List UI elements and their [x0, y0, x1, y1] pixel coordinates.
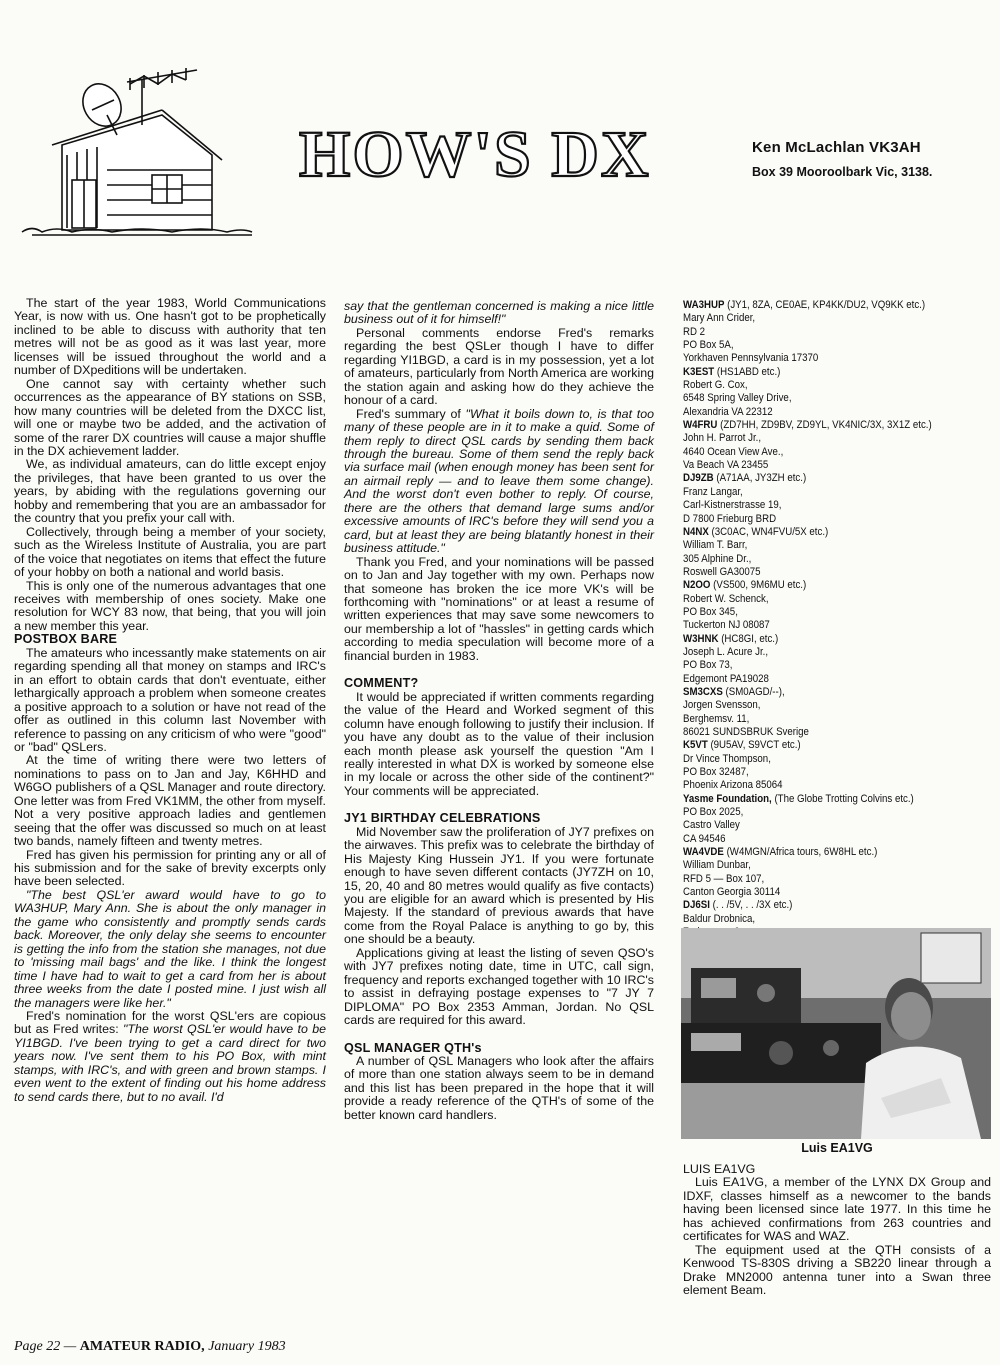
paragraph: Collectively, through being a member of your society, such as the Wireless Institute of Australia, you are part of the voice that negotiates on items that effect the future of your hobby on both a national and world basis. [14, 524, 326, 580]
paragraph: The amateurs who incessantly make statements on air regarding spending all that money on stamps and IRC's in an effort to obtain cards that don't eventuate, either lethargically approach a problem when someone creates a positive approach to a solution or have not read of the offer as outlined in this column last November with reference to passing on any criticism of who were "good" or "bad" QSLers. [14, 645, 326, 754]
paragraph: Fred's summary of "What it boils down to, is that too many of these people are in it to make a quid. Some of them reply to direct QSL cards by sending them back through the bureau. Some of them send the reply back via surface mail (when enough money has been sent for an airmail reply — and to leave them some change). And the worst don't even bother to reply. Of course, there are the others that demand large sums and/or excessive amounts of IRC's before they will send you a card, but at least they are being blatantly honest in their business attitude." [344, 406, 654, 556]
qsl-list-line [683, 566, 956, 579]
qsl-list-line [683, 539, 956, 552]
qsl-callsign: DJ6SI [683, 899, 710, 912]
qsl-list-line [683, 886, 956, 899]
paragraph: Fred's nomination for the worst QSL'ers are copious but as Fred writes: "The worst QSL'er would have to be YI1BGD. I've been trying to get a card direct for two years now. I've sent them to his PO Box, with mint stamps, with IRC's, and with green and brown stamps. I even went to the extent of finding out his home address to send cards there, but to no avail. I'd [14, 1009, 326, 1104]
qsl-line-text: (HC8GI, etc.) [718, 632, 779, 645]
qsl-list-line [683, 593, 956, 606]
qsl-line-text: Canton Georgia 30114 [683, 886, 781, 899]
qsl-list-line [683, 406, 956, 419]
qsl-line-text: William T. Barr, [683, 539, 748, 552]
qsl-line-text: (9U5AV, S9VCT etc.) [707, 739, 801, 752]
qsl-list-line [683, 553, 956, 566]
qsl-line-text: PO Box 32487, [683, 766, 749, 779]
qsl-list-line [683, 352, 956, 365]
paragraph: This is only one of the numerous advantages that one receives with membership of ones society. Make one resolution for WCY 83 now, that being, that you will join a new member this year. [14, 578, 326, 633]
qsl-callsign: K3EST [683, 365, 715, 378]
qsl-line-text: Jorgen Svensson, [683, 699, 761, 712]
photo-caption: Luis EA1VG [801, 1141, 873, 1155]
qsl-line-text: PO Box 2025, [683, 806, 744, 819]
qsl-line-text: Tuckerton NJ 08087 [683, 619, 770, 632]
photo-luis-ea1vg [681, 928, 991, 1139]
qsl-line-text: (ZD7HH, ZD9BV, ZD9YL, VK4NIC/3X, 3X1Z etc.) [717, 419, 932, 432]
qsl-line-text: Alexandria VA 22312 [683, 405, 773, 418]
column-1 [14, 297, 326, 1104]
qsl-list-line [683, 579, 956, 592]
qsl-list-line [683, 366, 956, 379]
paragraph: We, as individual amateurs, can do little except enjoy the privileges, that have been granted to us over the years, by abiding with the regulations governing our hobby and remembering that you are an ambassador for the country that you prefix your call with. [14, 457, 326, 526]
qsl-list-line [683, 713, 956, 726]
qsl-list-line [683, 913, 956, 926]
qsl-line-text: Carl-Kistnerstrasse 19, [683, 499, 782, 512]
qsl-line-text: 6548 Spring Valley Drive, [683, 392, 792, 405]
qsl-line-text: RD 2 [683, 325, 706, 338]
qsl-callsign: Yasme Foundation, [683, 792, 772, 805]
paragraph: A number of QSL Managers who look after the affairs of more than one station always seem to be in demand and this list has been prepared in the hope that it will provide a ready reference of the QTH's of some of the better known card handlers. [344, 1054, 654, 1122]
column-3-text [683, 1163, 991, 1298]
quote-paragraph: "The best QSL'er award would have to go to WA3HUP, Mary Ann. She is about the only manager in the game who consistently and promptly sends cards back. Moreover, the only delay she seems to encounter is getting the info from the station she manages, not due to 'missing mail bags' and the like. I think the longest time I have had to wait to get a card from her is about three weeks from the date I posted mine. I just wish all the managers were like her." [14, 887, 326, 1010]
qsl-list-line [683, 726, 956, 739]
paragraph: The start of the year 1983, World Communications Year, is now with us. One hasn't got to be prophetically inclined to be able to discuss with authority that ten metres will not be as good as it was last year, more licenses will be issued throughout the world and a number of DXpeditions will be undertaken. [14, 296, 326, 378]
qsl-list-line [683, 326, 956, 339]
qsl-list-line [683, 606, 956, 619]
qsl-list-line [683, 312, 956, 325]
paragraph: Applications giving at least the listing of seven QSO's with JY7 prefixes noting date, time in UTC, call sign, frequency and reports exchanged together with 10 IRC's to assist in defraying postage expenses to "7 JY 7 DIPLOMA" PO Box 2353 Amman, Jordan. No QSL cards are required for this award. [344, 945, 654, 1028]
qsl-callsign: WA4VDE [683, 846, 724, 859]
qsl-list-line [683, 793, 956, 806]
qsl-list-line [683, 339, 956, 352]
paragraph: One cannot say with certainty whether such occurrences as the appearance of BY stations on SSB, how many countries will be deleted from the DXCC list, will one or maybe two be added, and the activation of some of the rarer DX countries will cause a major shuffle in the DX achievement ladder. [14, 376, 326, 458]
qsl-list-line [683, 392, 956, 405]
qsl-list-line [683, 659, 956, 672]
magazine-name: AMATEUR RADIO, [79, 1339, 205, 1354]
qsl-list-line [683, 699, 956, 712]
qsl-line-text: Mary Ann Crider, [683, 312, 756, 325]
qsl-line-text: RFD 5 — Box 107, [683, 872, 765, 885]
qsl-line-text: (SM0AGD/--), [722, 685, 785, 698]
qsl-line-text: 4640 Ocean View Ave., [683, 445, 784, 458]
qsl-line-text: (. . /5V, . . /3X etc.) [709, 899, 793, 912]
qsl-list-line [683, 486, 956, 499]
qsl-line-text: (A71AA, JY3ZH etc.) [713, 472, 807, 485]
qsl-line-text: D 7800 Frieburg BRD [683, 512, 777, 525]
qsl-line-text: Edgemont PA19028 [683, 672, 769, 685]
qsl-line-text: Dr Vince Thompson, [683, 752, 771, 765]
qsl-line-text: Va Beach VA 23455 [683, 459, 769, 472]
qsl-line-text: (VS500, 9M6MU etc.) [710, 579, 807, 592]
qsl-list-line [683, 419, 956, 432]
section-heading-jy1: JY1 BIRTHDAY CELEBRATIONS [344, 811, 541, 826]
qsl-callsign: W3HNK [683, 632, 719, 645]
svg-text:HOW'S DX: HOW'S DX [299, 118, 651, 188]
qsl-line-text: (3C0AC, WN4FVU/5X etc.) [708, 525, 829, 538]
qsl-line-text: Phoenix Arizona 85064 [683, 779, 783, 792]
qsl-list-line [683, 379, 956, 392]
paragraph: It would be appreciated if written comments regarding the value of the Heard and Worked segment of this column have enough following to justify their inclusion. If you have any doubt as to the value of their inclusion each month please ask yourself the question "Am I really interested in what DX is worked by someone else in my locale or across the other side of the continent?" Your comments will be appreciated. [344, 689, 654, 798]
qsl-list-line [683, 873, 956, 886]
quote-continuation: say that the gentleman concerned is making a nice little business out of it for himself!" [344, 299, 654, 327]
qsl-list-line [683, 633, 956, 646]
qsl-callsign: SM3CXS [683, 685, 723, 698]
qsl-line-text: 86021 SUNDSBRUK Sverige [683, 726, 809, 738]
qsl-list-line [683, 779, 956, 792]
qsl-line-text: Robert G. Cox, [683, 379, 748, 392]
issue-date: January 1983 [204, 1339, 286, 1354]
paragraph: Mid November saw the proliferation of JY7 prefixes on the airwaves. This prefix was to celebrate the birthday of His Majesty King Hussein JY1. If you were fortunate enough to have seven different contacts (JY7ZH on 10, 15, 20, 40 and 80 metres would qualify as five contacts) you are eligible for an award which is presented by His Majesty. If the standard of previous awards that have come from the Royal Palace is anything to go by, this one should be a beauty. [344, 824, 654, 947]
qsl-line-text: (W4MGN/Africa tours, 6W8HL etc.) [723, 846, 878, 859]
page-footer [14, 1339, 286, 1355]
qsl-callsign: K5VT [683, 739, 708, 752]
qsl-manager-list [683, 299, 993, 953]
paragraph: Luis EA1VG, a member of the LYNX DX Group and IDXF, classes himself as a newcomer to the bands having been licensed since late 1977. In this time he has achieved confirmations from 263 countries and certificates for WAS and WAZ. [683, 1175, 991, 1244]
paragraph: The equipment used at the QTH consists of a Kenwood TS-830S driving a SB220 linear through a Drake MN2000 antenna tuner into a Swan three element Beam. [683, 1242, 991, 1298]
qsl-list-line [683, 513, 956, 526]
qsl-line-text: (The Globe Trotting Colvins etc.) [771, 792, 914, 805]
section-heading-postbox-bare: POSTBOX BARE [14, 632, 118, 647]
qsl-line-text: PO Box 5A, [683, 339, 734, 352]
qsl-list-line [683, 899, 956, 912]
author-name: Ken McLachlan VK3AH [752, 139, 921, 156]
qsl-list-line [683, 753, 956, 766]
qsl-callsign: N4NX [683, 525, 709, 538]
shack-antenna-illustration [12, 60, 272, 240]
qsl-list-line [683, 499, 956, 512]
qsl-list-line [683, 686, 956, 699]
qsl-line-text: John H. Parrot Jr., [683, 432, 762, 445]
qsl-line-text: (HS1ABD etc.) [714, 365, 781, 378]
qsl-line-text: CA 94546 [683, 832, 726, 845]
qsl-list-line [683, 766, 956, 779]
qsl-callsign: WA3HUP [683, 299, 725, 311]
author-address: Box 39 Mooroolbark Vic, 3138. [752, 165, 933, 179]
qsl-list-line [683, 739, 956, 752]
page-number: Page 22 — [14, 1339, 80, 1354]
qsl-list-line [683, 526, 956, 539]
qsl-line-text: Franz Langar, [683, 485, 743, 498]
qsl-list-line [683, 859, 956, 872]
qsl-callsign: DJ9ZB [683, 472, 714, 485]
qsl-list-line [683, 446, 956, 459]
qsl-callsign: W4FRU [683, 419, 718, 432]
column-2 [344, 300, 654, 1122]
qsl-callsign: N2OO [683, 579, 711, 592]
qsl-list-line [683, 846, 956, 859]
section-heading-comment: COMMENT? [344, 676, 419, 691]
qsl-list-line [683, 673, 956, 686]
paragraph: Personal comments endorse Fred's remarks regarding the best QSLer though I have to differ regarding YI1BGD, a card is in my possession, yet a lot of amateurs, particularly from North America are working the station again and asking how do they achieve the honour of a card. [344, 325, 654, 408]
qsl-list-line [683, 472, 956, 485]
section-heading-qsl-manager: QSL MANAGER QTH's [344, 1040, 482, 1055]
paragraph: Thank you Fred, and your nominations will be passed on to Jan and Jay together with my own. Perhaps now that someone has broken the ice more VK's will be forthcoming with "nominations" or at least a resume of written experiences that may save some newcomers to our membership a lot of "hassles" in getting cards which according to media speculation will become more of a financial burden in 1983. [344, 554, 654, 663]
qsl-line-text: Robert W. Schenck, [683, 592, 769, 605]
qsl-line-text: Berghemsv. 11, [683, 712, 750, 725]
qsl-list-line [683, 819, 956, 832]
qsl-list-line [683, 459, 956, 472]
paragraph: At the time of writing there were two letters of nominations to pass on to Jan and Jay, K6HHD and W6GO publishers of a QSL Manager and route directory. One letter was from Fred VK1MM, the other from myself. Not a very positive approach ladies and gentlemen seeing that the offer was discussed so much on at least two bands, namely fifteen and twenty metres. [14, 753, 326, 849]
qsl-list-line [683, 432, 956, 445]
paragraph: Fred has given his permission for printing any or all of his submission and for the sake of brevity excerpts only have been selected. [14, 847, 326, 889]
qsl-line-text: 305 Alphine Dr., [683, 552, 752, 565]
qsl-line-text: William Dunbar, [683, 859, 751, 872]
qsl-line-text: Roswell GA30075 [683, 565, 761, 578]
qsl-line-text: Joseph L. Acure Jr., [683, 645, 769, 658]
qsl-list-line [683, 646, 956, 659]
section-heading-luis: LUIS EA1VG [683, 1162, 756, 1176]
column-title [295, 118, 685, 188]
qsl-list-line [683, 619, 956, 632]
qsl-list-line [683, 806, 956, 819]
qsl-line-text: Yorkhaven Pennsylvania 17370 [683, 352, 819, 365]
qsl-line-text: Castro Valley [683, 819, 740, 832]
qsl-line-text: Baldur Drobnica, [683, 912, 756, 925]
qsl-line-text: (JY1, 8ZA, CE0AE, KP4KK/DU2, VQ9KK etc.) [724, 299, 926, 311]
qsl-line-text: PO Box 345, [683, 605, 738, 618]
qsl-line-text: PO Box 73, [683, 659, 733, 672]
qsl-list-line [683, 833, 956, 846]
qsl-list-line [683, 299, 956, 312]
